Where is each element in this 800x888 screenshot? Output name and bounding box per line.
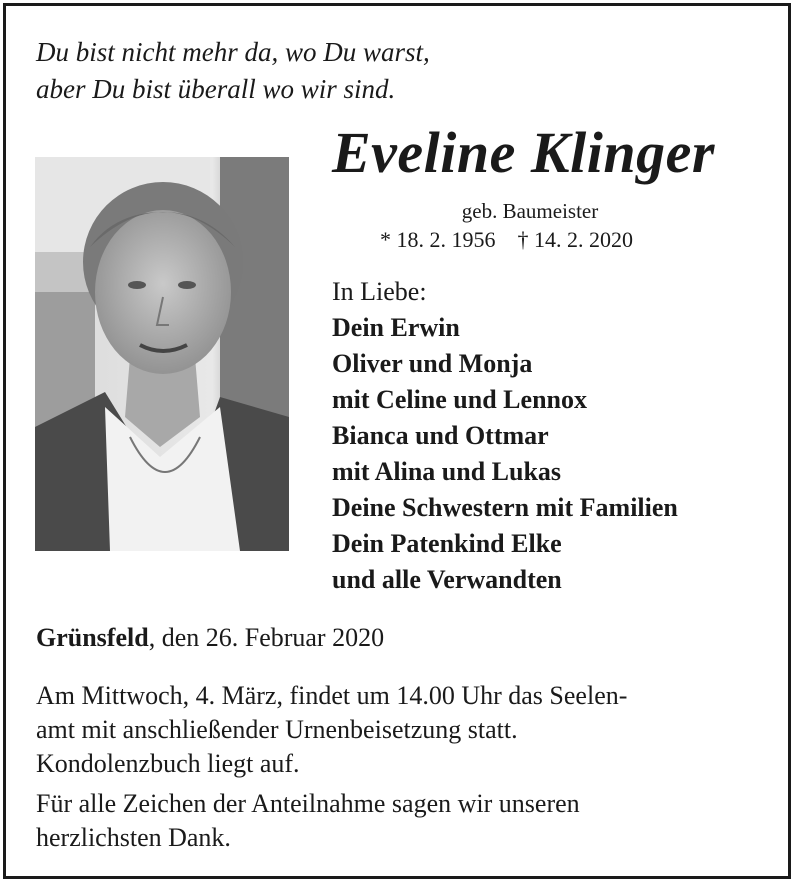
service-info xyxy=(36,679,776,781)
mourner-name: Dein Patenkind Elke xyxy=(332,529,562,558)
deceased-name: Eveline Klinger xyxy=(332,120,715,185)
portrait-photo xyxy=(35,157,289,551)
quote-line-1: Du bist nicht mehr da, wo Du warst, xyxy=(36,37,430,67)
place-and-date xyxy=(36,621,384,655)
mourner-name: Deine Schwestern mit Familien xyxy=(332,493,678,522)
service-line: Am Mittwoch, 4. März, findet um 14.00 Uhr das Seelen- xyxy=(36,681,628,710)
date: , den 26. Februar 2020 xyxy=(148,623,385,652)
mourner-name: mit Celine und Lennox xyxy=(332,385,587,414)
death-date: † 14. 2. 2020 xyxy=(517,227,633,252)
thanks-line: herzlichsten Dank. xyxy=(36,823,231,852)
service-line: Kondolenzbuch liegt auf. xyxy=(36,749,300,778)
thanks-note xyxy=(36,787,776,855)
mourner-name: Oliver und Monja xyxy=(332,349,533,378)
memorial-quote xyxy=(36,34,430,108)
life-dates xyxy=(380,226,633,254)
service-line: amt mit anschließender Urnenbeisetzung statt. xyxy=(36,715,518,744)
birth-date: * 18. 2. 1956 xyxy=(380,227,496,252)
quote-line-2: aber Du bist überall wo wir sind. xyxy=(36,74,396,104)
birth-name: geb. Baumeister xyxy=(461,199,599,223)
thanks-line: Für alle Zeichen der Anteilnahme sagen wir unseren xyxy=(36,789,580,818)
mourner-name: mit Alina und Lukas xyxy=(332,457,562,486)
mourner-name: und alle Verwandten xyxy=(332,565,562,594)
mourner-name: Dein Erwin xyxy=(332,313,460,342)
place: Grünsfeld xyxy=(36,623,149,652)
mourners-intro: In Liebe: xyxy=(332,277,427,306)
mourners-list xyxy=(332,274,678,598)
mourner-name: Bianca und Ottmar xyxy=(332,421,549,450)
